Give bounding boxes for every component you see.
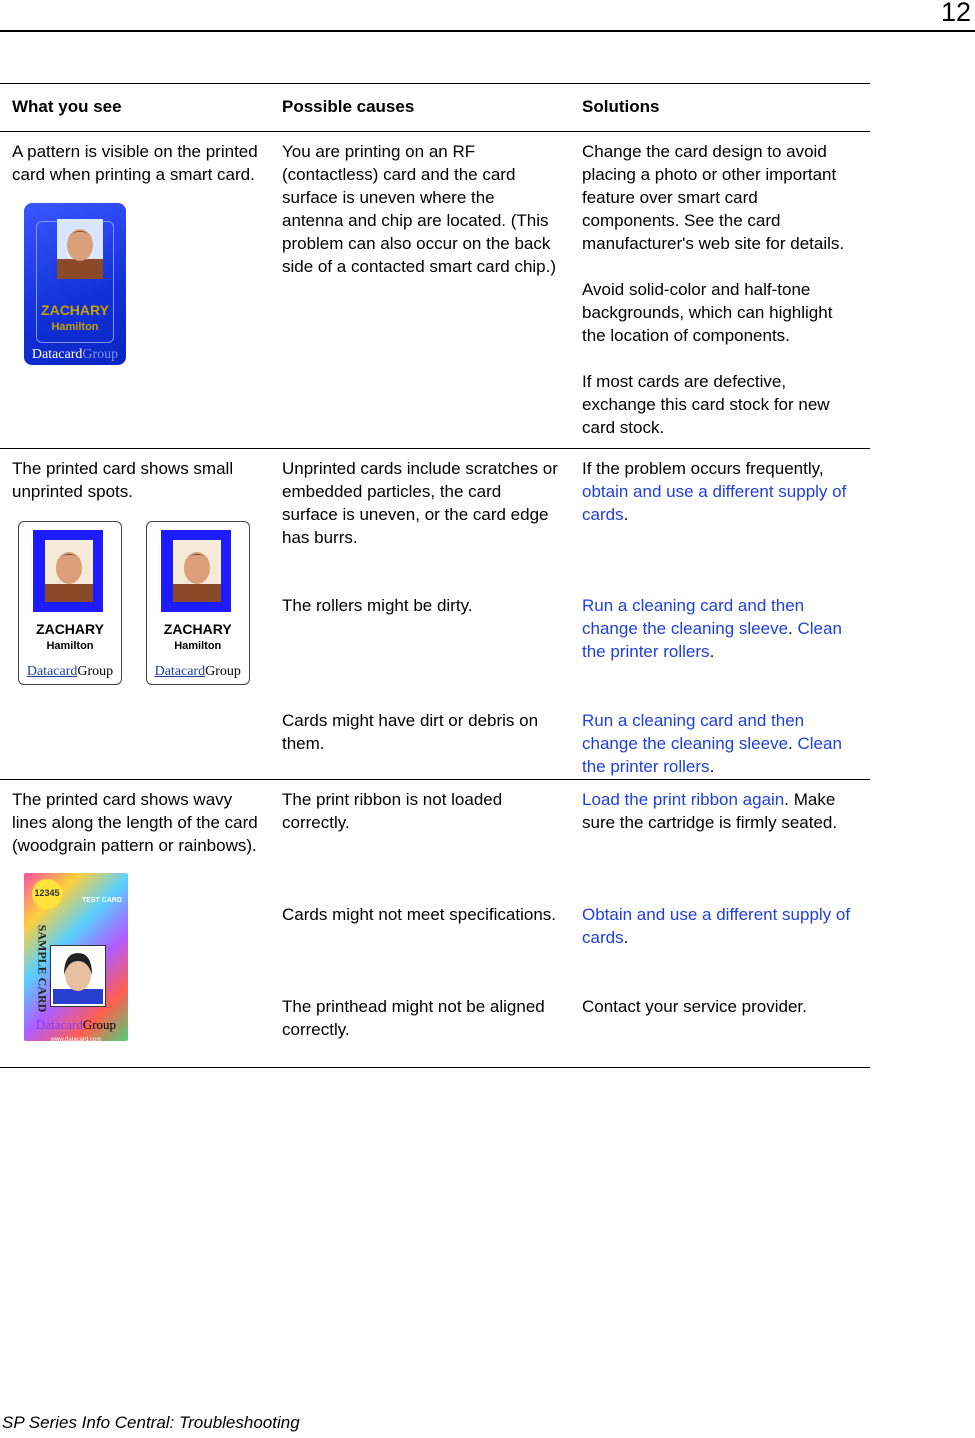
row2-cause-1: Unprinted cards include scratches or embedded particles, the card surface is uneven, or the card edge has burrs. bbox=[282, 459, 558, 547]
obtain-supply-link[interactable]: Obtain and use a different supply of cards bbox=[582, 905, 851, 947]
troubleshooting-table bbox=[0, 83, 870, 1068]
card-last-name: Hamilton bbox=[51, 321, 99, 333]
spotted-card-image-2 bbox=[146, 521, 250, 685]
row3-cause-3: The printhead might not be aligned correctly. bbox=[282, 997, 545, 1039]
card-sample-label: SAMPLE CARD bbox=[35, 924, 50, 1013]
table-row bbox=[0, 449, 870, 780]
row1-what-text: A pattern is visible on the printed card when printing a smart card. bbox=[12, 142, 258, 184]
portrait-photo-icon bbox=[45, 540, 93, 602]
row2-what-text: The printed card shows small unprinted spots. bbox=[12, 459, 234, 501]
row1-solution-2: Avoid solid-color and half-tone backgrounds, which can highlight the location of components. bbox=[582, 280, 833, 345]
table-header-row bbox=[0, 84, 870, 132]
smart-card-image bbox=[24, 203, 126, 365]
card-last-name: Hamilton bbox=[174, 640, 222, 652]
card-first-name: ZACHARY bbox=[41, 302, 109, 318]
row3-solutions bbox=[570, 780, 870, 1068]
portrait-photo-icon bbox=[50, 945, 106, 1007]
row1-causes bbox=[270, 132, 570, 449]
row3-solution-1: Load the print ribbon again. Make sure the cartridge is firmly seated. bbox=[582, 790, 838, 832]
row2-solution-3: Run a cleaning card and then change the cleaning sleeve. Clean the printer rollers. bbox=[582, 711, 842, 776]
rainbow-sample-card-image bbox=[24, 873, 128, 1041]
cleaning-card-link[interactable]: Run a cleaning card and then change the cleaning sleeve bbox=[582, 711, 805, 753]
row1-what bbox=[0, 132, 270, 449]
row3-what bbox=[0, 780, 270, 1068]
row3-cause-2: Cards might not meet specifications. bbox=[282, 905, 557, 924]
row1-solution-3: If most cards are defective, exchange this card stock for new card stock. bbox=[582, 372, 830, 437]
footer-title: SP Series Info Central: Troubleshooting bbox=[2, 1413, 300, 1432]
card-first-name: ZACHARY bbox=[36, 621, 104, 637]
header-possible-causes: Possible causes bbox=[270, 84, 570, 132]
card-number-badge: 12345 bbox=[32, 879, 62, 909]
card-logo: DatacardGroup bbox=[35, 1017, 117, 1032]
row1-solutions bbox=[570, 132, 870, 449]
row2-cause-3: Cards might have dirt or debris on them. bbox=[282, 711, 539, 753]
table-row bbox=[0, 132, 870, 449]
supply-of-cards-link[interactable]: obtain and use a different supply of cards bbox=[582, 482, 847, 524]
card-logo: DatacardGroup bbox=[26, 664, 114, 679]
card-test-label: TEST CARD bbox=[81, 897, 122, 904]
page-number: 12 bbox=[940, 0, 971, 27]
row3-what-text: The printed card shows wavy lines along the length of the card (woodgrain pattern or rainbows). bbox=[12, 790, 258, 855]
row3-cause-1: The print ribbon is not loaded correctly. bbox=[282, 790, 503, 832]
clean-rollers-link[interactable]: Clean the printer rollers bbox=[582, 734, 842, 776]
table-row bbox=[0, 780, 870, 1068]
row1-cause-1: You are printing on an RF (contactless) card and the card surface is uneven where the antenna and chip are located. (This problem can also occur on the back side of a contacted smart card chip.) bbox=[282, 142, 557, 276]
portrait-photo-icon bbox=[57, 219, 103, 279]
row2-causes bbox=[270, 449, 570, 780]
card-logo: DatacardGroup bbox=[154, 664, 241, 679]
card-first-name: ZACHARY bbox=[163, 621, 232, 637]
portrait-photo-icon bbox=[173, 540, 221, 602]
row2-what bbox=[0, 449, 270, 780]
row3-causes bbox=[270, 780, 570, 1068]
row1-solution-1: Change the card design to avoid placing a photo or other important feature over smart card components. See the card manufacturer's web site for details. bbox=[582, 142, 845, 253]
row2-solutions bbox=[570, 449, 870, 780]
header-what-you-see: What you see bbox=[0, 84, 270, 132]
header-rule bbox=[0, 30, 975, 32]
spotted-card-image-1 bbox=[18, 521, 122, 685]
card-website: www.datacard.com bbox=[50, 1037, 102, 1041]
row2-cause-2: The rollers might be dirty. bbox=[282, 596, 473, 615]
cleaning-card-link[interactable]: Run a cleaning card and then change the cleaning sleeve bbox=[582, 596, 805, 638]
card-last-name: Hamilton bbox=[46, 640, 94, 652]
row2-solution-1: If the problem occurs frequently, obtain and use a different supply of cards. bbox=[582, 459, 847, 524]
header-solutions: Solutions bbox=[570, 84, 870, 132]
row3-solution-3: Contact your service provider. bbox=[582, 997, 807, 1016]
card-logo: DatacardGroup bbox=[31, 347, 119, 362]
clean-rollers-link[interactable]: Clean the printer rollers bbox=[582, 619, 842, 661]
load-ribbon-link[interactable]: Load the print ribbon again bbox=[582, 790, 785, 809]
row3-solution-2: Obtain and use a different supply of cards. bbox=[582, 905, 851, 947]
row2-solution-2: Run a cleaning card and then change the cleaning sleeve. Clean the printer rollers. bbox=[582, 596, 842, 661]
